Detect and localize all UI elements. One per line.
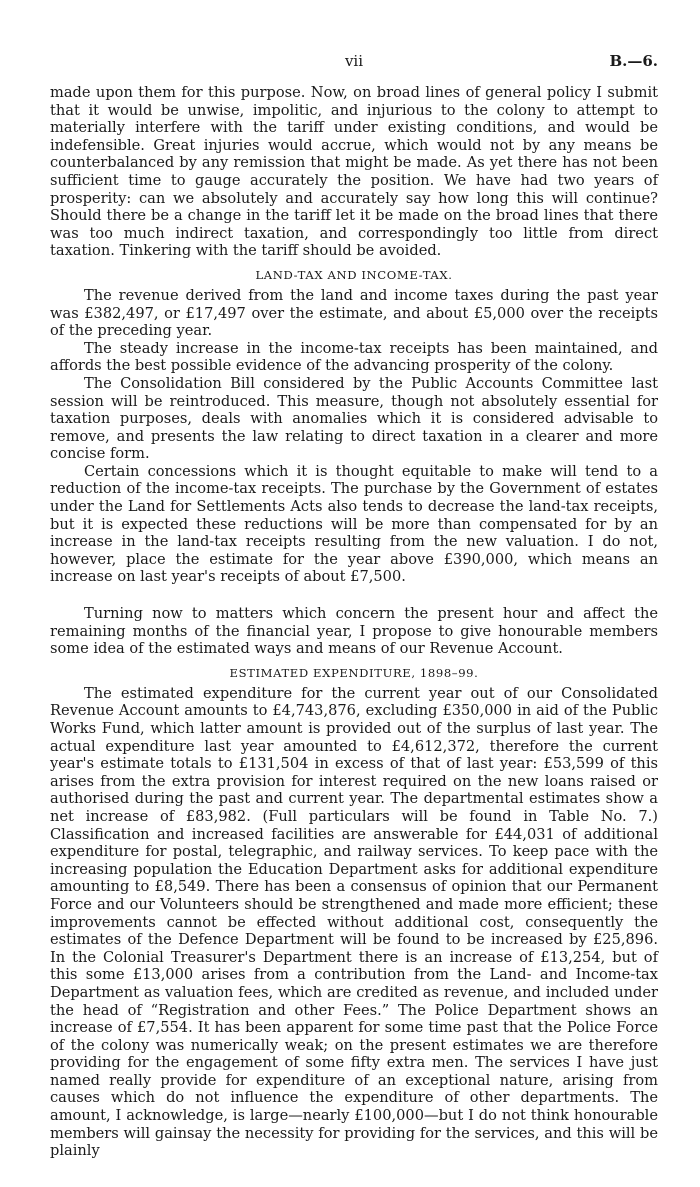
- paragraph: made upon them for this purpose. Now, on broad lines of general policy I submit that it would be unwise, impolitic, and injurious to the colony to attempt to materially interfere with the tariff under existing conditions, and would be indefensible. Great injuries would accrue, which would not by any means be counterbalanced by any remission that might be made. As yet there has not been sufficient time to gauge accurately the position. We have had two years of prosperity: can we absolutely and accurately say how long this will continue? Should there be a change in the tariff let it be made on the broad lines that there was too much indirect taxation, and correspondingly too little from direct taxation. Tinkering with the tariff should be avoided.: [50, 84, 658, 260]
- paragraph: The revenue derived from the land and income taxes during the past year was £382,497, or £17,497 over the estimate, and about £5,000 over the receipts of the preceding year.: [50, 286, 658, 340]
- section-heading: LAND-TAX AND INCOME-TAX.: [255, 267, 453, 282]
- paragraph: Certain concessions which it is thought equitable to make will tend to a reduction of the income-tax receipts. The purchase by the Government of estates under the Land for Settlements Acts also tends to decrease the land-tax receipts, but it is expected these reductions will be more than compensated for by an increase in the land-tax receipts resulting from the new valuation. I do not, however, place the estimate for the year above £390,000, which means an increase on last year's receipts of about £7,500.: [50, 462, 658, 586]
- page-number: vii: [344, 52, 364, 70]
- page-header: [50, 52, 658, 74]
- document-reference: B.—6.: [609, 52, 658, 70]
- paragraph: Turning now to matters which concern the present hour and affect the remaining months of the financial year, I propose to give honourable members some idea of the estimated ways and means of our Revenue Account.: [50, 605, 658, 658]
- section-heading: ESTIMATED EXPENDITURE, 1898–99.: [229, 665, 479, 680]
- paragraph: The Consolidation Bill considered by the Public Accounts Committee last session will be reintroduced. This measure, though not absolutely essential for taxation purposes, deals with anomalies which it is considered advisable to remove, and presents the law relating to direct taxation in a clearer and more concise form.: [50, 374, 658, 463]
- paragraph: The steady increase in the income-tax receipts has been maintained, and affords the best possible evidence of the advancing prosperity of the colony.: [50, 339, 658, 375]
- document-body: [50, 84, 658, 1160]
- paragraph-spacer: [50, 586, 658, 605]
- paragraph: The estimated expenditure for the current year out of our Consolidated Revenue Account amounts to £4,743,876, excluding £350,000 in aid of the Public Works Fund, which latter amount is provided out of the surplus of last year. The actual expenditure last year amounted to £4,612,372, therefore the current year's estimate totals to £131,504 in excess of that of last year: £53,599 of this arises from the extra provision for interest required on the new loans raised or authorised during the past and current year. The departmental estimates show a net increase of £83,982. (Full particulars will be found in Table No. 7.) Classification and increased facilities are answerable for £44,031 of additional expenditure for postal, telegraphic, and railway services. To keep pace with the increasing population the Education Department asks for additional expenditure amounting to £8,549. There has been a consensus of opinion that our Permanent Force and our Volunteers should be strengthened and made more efficient; these improvements cannot be effected without additional cost, consequently the estimates of the Defence Department will be found to be increased by £25,896. In the Colonial Treasurer's Department there is an increase of £13,254, but of this some £13,000 arises from a contribution from the Land- and Income-tax Department as valuation fees, which are credited as revenue, and included under the head of “Registration and other Fees.” The Police Department shows an increase of £7,554. It has been apparent for some time past that the Police Force of the colony was numerically weak; on the present estimates we are therefore providing for the engagement of some fifty extra men. The services I have just named really provide for expenditure of an exceptional nature, arising from causes which do not influence the expenditure of other departments. The amount, I acknowledge, is large—nearly £100,000—but I do not think honourable members will gainsay the necessity for providing for the services, and this will be plainly: [50, 684, 658, 1160]
